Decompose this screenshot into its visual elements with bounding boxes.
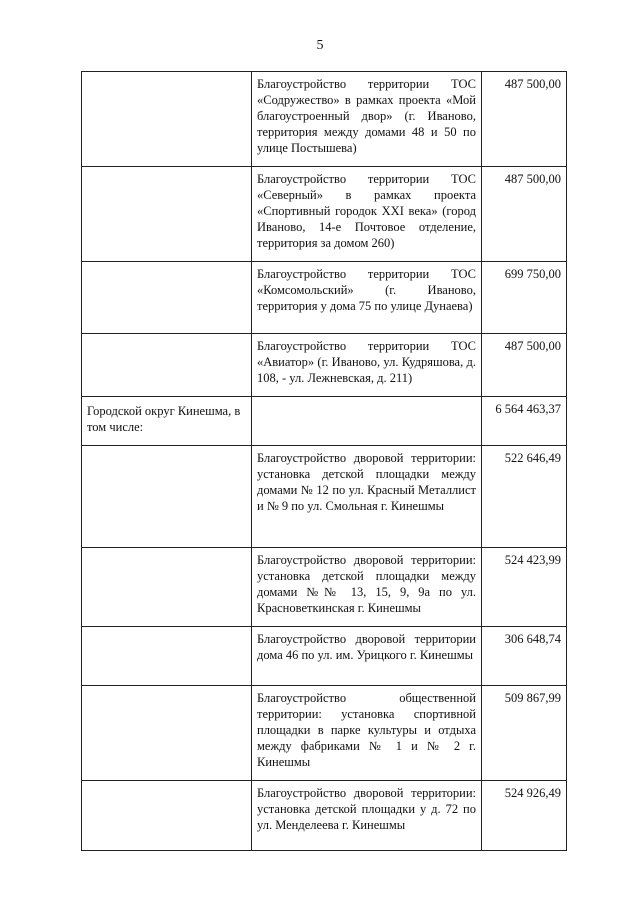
amount-cell: 487 500,00 bbox=[482, 334, 567, 397]
table-row bbox=[82, 548, 567, 627]
table-row bbox=[82, 167, 567, 262]
project-description-cell: Благоустройство территории ТОС «Авиатор» (г. Иваново, ул. Кудряшова, д. 108, - ул. Лежневская, д. 211) bbox=[252, 334, 482, 397]
page-number: 5 bbox=[316, 38, 324, 53]
municipality-cell bbox=[82, 781, 252, 851]
municipality-cell bbox=[82, 167, 252, 262]
municipality-cell bbox=[82, 627, 252, 686]
project-description-cell: Благоустройство дворовой территории: установка детской площадки между домами № 12 по ул. Красный Металлист и № 9 по ул. Смольная г. Кинешмы bbox=[252, 446, 482, 548]
municipality-cell bbox=[82, 334, 252, 397]
project-description-cell: Благоустройство общественной территории: установка спортивной площадки в парке культуры и отдыха между фабриками № 1 и № 2 г. Кинешмы bbox=[252, 686, 482, 781]
amount-cell: 306 648,74 bbox=[482, 627, 567, 686]
table-row bbox=[82, 627, 567, 686]
table-row bbox=[82, 334, 567, 397]
table-row bbox=[82, 72, 567, 167]
amount-cell: 522 646,49 bbox=[482, 446, 567, 548]
municipality-cell bbox=[82, 548, 252, 627]
municipality-total-cell: 6 564 463,37 bbox=[482, 397, 567, 446]
amount-cell: 699 750,00 bbox=[482, 262, 567, 334]
amount-cell: 487 500,00 bbox=[482, 167, 567, 262]
amount-cell: 524 926,49 bbox=[482, 781, 567, 851]
amount-cell: 487 500,00 bbox=[482, 72, 567, 167]
municipality-cell bbox=[82, 72, 252, 167]
project-description-cell bbox=[252, 397, 482, 446]
amount-cell: 509 867,99 bbox=[482, 686, 567, 781]
table-row bbox=[82, 262, 567, 334]
table-row bbox=[82, 686, 567, 781]
project-description-cell: Благоустройство дворовой территории дома 46 по ул. им. Урицкого г. Кинешмы bbox=[252, 627, 482, 686]
municipality-cell bbox=[82, 686, 252, 781]
project-description-cell: Благоустройство дворовой территории: установка детской площадки у д. 72 по ул. Менделеева г. Кинешмы bbox=[252, 781, 482, 851]
project-description-cell: Благоустройство территории ТОС «Северный» в рамках проекта «Спортивный городок XXI века» (город Иваново, 14-е Почтовое отделение, территория за домом 260) bbox=[252, 167, 482, 262]
project-description-cell: Благоустройство территории ТОС «Содружество» в рамках проекта «Мой благоустроенный двор» (г. Иваново, территория между домами 48 и 50 по улице Постышева) bbox=[252, 72, 482, 167]
table-row bbox=[82, 397, 567, 446]
table-row bbox=[82, 446, 567, 548]
project-description-cell: Благоустройство территории ТОС «Комсомольский» (г. Иваново, территория у дома 75 по улице Дунаева) bbox=[252, 262, 482, 334]
table-row bbox=[82, 781, 567, 851]
project-description-cell: Благоустройство дворовой территории: установка детской площадки между домами №№ 13, 15, 9, 9а по ул. Красноветкинская г. Кинешмы bbox=[252, 548, 482, 627]
amount-cell: 524 423,99 bbox=[482, 548, 567, 627]
municipality-cell bbox=[82, 262, 252, 334]
municipality-cell: Городской округ Кинешма, в том числе: bbox=[82, 397, 252, 446]
municipality-cell bbox=[82, 446, 252, 548]
funding-table bbox=[81, 71, 567, 851]
